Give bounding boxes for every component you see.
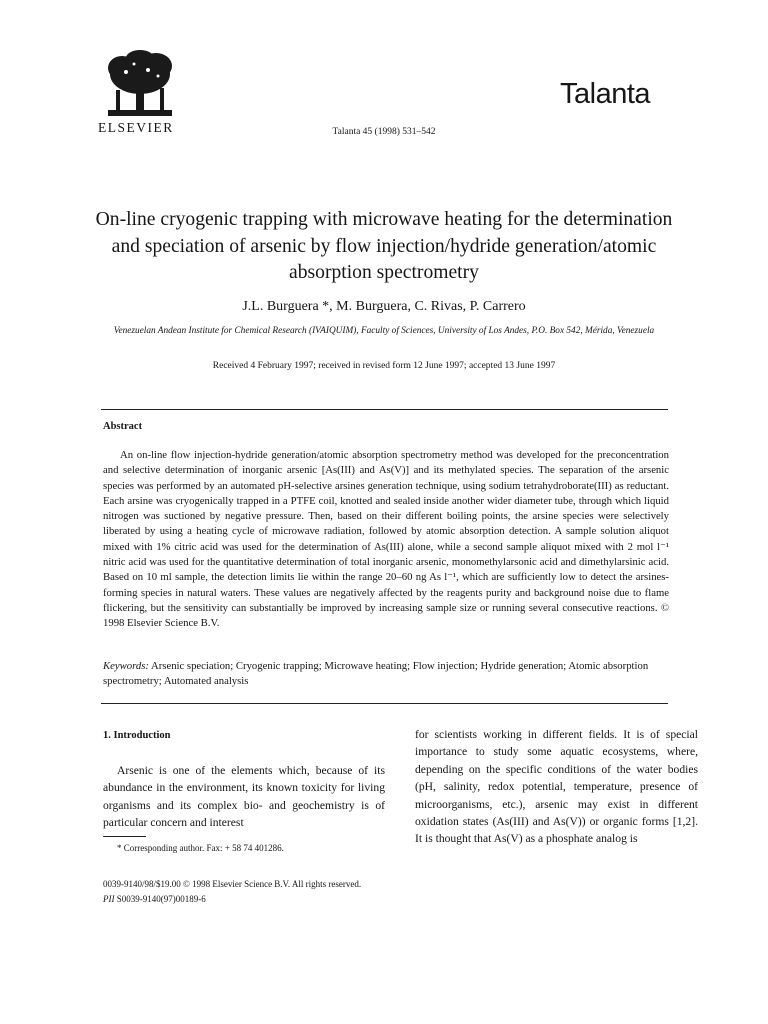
received-dates: Received 4 February 1997; received in revised form 12 June 1997; accepted 13 June 1997 [212,361,556,371]
article-title: On-line cryogenic trapping with microwave heating for the determination and speciation of arsenic by flow injection/hydride generation/atomic absorption spectrometry [95,209,673,283]
footnote-divider [103,836,146,837]
author-affiliation: Venezuelan Andean Institute for Chemical Research (IVAIQUIM), Faculty of Sciences, University of Los Andes, P.O. Box 542, Mérida, Venezuela [113,326,655,336]
publisher-name: ELSEVIER [98,120,174,135]
elsevier-tree-icon [104,50,176,120]
article-authors: J.L. Burguera *, M. Burguera, C. Rivas, P. Carrero [242,299,526,314]
elsevier-logo [98,50,186,136]
abstract-text: An on-line flow injection-hydride generation/atomic absorption spectrometry method was developed for the preconcentration and selective determination of inorganic arsenic [As(III) and As(V)] and its methylated species. The separation of the arsenic species was performed by an automated pH-selective arsines generation technique, using sodium tetrahydroborate(III) as reductant. Each arsine was cryogenically trapped in a PTFE coil, knotted and sealed inside another wider diameter tube, through which liquid nitrogen was suctioned by negative pressure. Then, based on their different boiling points, the arsine species were selectively liberated by using a heating cycle of microwave radiation, followed by atomic absorption detection. A sample solution aliquot mixed with 1% citric acid was used for the determination of As(III) alone, while a second sample aliquot mixed with 2 mol l⁻¹ nitric acid was used for the quantitative determination of total inorganic arsenic, monomethylarsonic acid and dimethylarsinic acid. Based on 10 ml sample, the detection limits lie within the range 20–60 ng As l⁻¹, which are sufficiently low to detect the arsines-forming species in natural waters. These values are negatively affected by the reagents purity and background noise due to flame flickering, but the sensitivity can substantially be improved by increasing sample size or running several consecutive reactions. © 1998 Elsevier Science B.V. [103,449,669,630]
top-divider [101,409,668,410]
journal-citation: Talanta 45 (1998) 531–542 [332,127,436,137]
abstract-heading: Abstract [103,421,143,432]
corresponding-author-footnote: * Corresponding author. Fax: + 58 74 401286. [117,843,284,853]
intro-left-column: Arsenic is one of the elements which, because of its abundance in the environment, its known toxicity for living organisms and its complex bio- and geochemistry is of particular concern and interest [103,764,385,830]
copyright-line: 0039-9140/98/$19.00 © 1998 Elsevier Science B.V. All rights reserved. [103,879,362,889]
pii-value: S0039-9140(97)00189-6 [116,894,206,904]
section-heading: 1. Introduction [103,730,171,741]
intro-right-column: for scientists working in different fields. It is of special importance to study some aquatic ecosystems, where, depending on the specific conditions of the water bodies (pH, salinity, redox potential, temperature, presence of microorganisms, etc.), arsenic may exist in different oxidation states (As(III) and As(V)) or organic forms [1,2]. It is thought that As(V) as a phosphate analog is [415,728,698,846]
pii-line [103,894,206,904]
pii-label: PII [103,894,115,904]
bottom-divider [101,703,668,704]
keywords-label: Keywords: [103,660,149,672]
keywords [103,659,669,690]
keywords-list: Arsenic speciation; Cryogenic trapping; Microwave heating; Flow injection; Hydride generation; Atomic absorption spectrometry; Automated analysis [103,660,649,688]
journal-title: Talanta [560,78,651,110]
